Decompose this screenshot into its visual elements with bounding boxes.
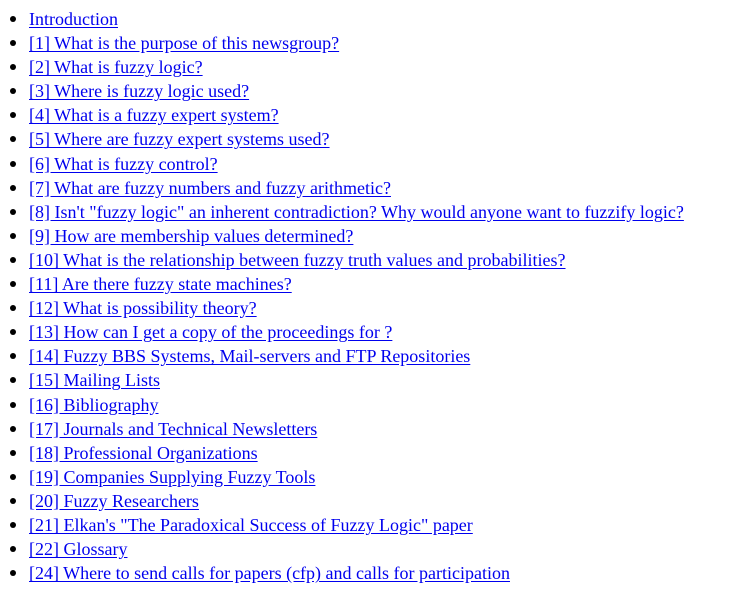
bullet-icon (10, 209, 16, 215)
bullet-icon (10, 40, 16, 46)
toc-link[interactable]: [3] Where is fuzzy logic used? (29, 81, 250, 102)
list-item (8, 320, 745, 344)
bullet-icon (10, 353, 16, 359)
toc-link[interactable]: [8] Isn't "fuzzy logic" an inherent contradiction? Why would anyone want to fuzzify logic? (29, 201, 684, 222)
bullet-icon (10, 402, 16, 408)
list-item (8, 537, 745, 561)
bullet-icon (10, 474, 16, 480)
list-item (8, 513, 745, 537)
bullet-icon (10, 426, 16, 432)
list-item (8, 224, 745, 248)
list-item (8, 176, 745, 200)
list-item (8, 344, 745, 368)
toc-link[interactable]: [6] What is fuzzy control? (29, 153, 218, 174)
bullet-icon (10, 546, 16, 552)
list-item (8, 103, 745, 127)
toc-link[interactable]: [16] Bibliography (29, 394, 159, 415)
toc-link[interactable]: [19] Companies Supplying Fuzzy Tools (29, 466, 316, 487)
toc-link[interactable]: [1] What is the purpose of this newsgroup? (29, 33, 340, 54)
list-item (8, 393, 745, 417)
bullet-icon (10, 570, 16, 576)
list-item (8, 272, 745, 296)
bullet-icon (10, 522, 16, 528)
bullet-icon (10, 281, 16, 287)
toc-link[interactable]: [14] Fuzzy BBS Systems, Mail-servers and FTP Repositories (29, 346, 471, 367)
list-item (8, 465, 745, 489)
list-item (8, 296, 745, 320)
toc-link[interactable]: Introduction (29, 9, 118, 29)
toc-link[interactable]: [18] Professional Organizations (29, 442, 258, 463)
bullet-icon (10, 498, 16, 504)
toc-link[interactable]: [11] Are there fuzzy state machines? (29, 274, 292, 295)
bullet-icon (10, 112, 16, 118)
bullet-icon (10, 329, 16, 335)
list-item (8, 31, 745, 55)
toc-link[interactable]: [22] Glossary (29, 539, 128, 560)
toc-link[interactable]: [21] Elkan's "The Paradoxical Success of Fuzzy Logic" paper (29, 514, 473, 535)
list-item (8, 55, 745, 79)
toc-link[interactable]: [10] What is the relationship between fuzzy truth values and probabilities? (29, 249, 566, 270)
bullet-icon (10, 377, 16, 383)
toc-link[interactable]: [24] Where to send calls for papers (cfp) and calls for participation (29, 563, 510, 584)
toc-link[interactable]: [9] How are membership values determined? (29, 225, 354, 246)
list-item (8, 127, 745, 151)
list-item (8, 152, 745, 176)
toc-link[interactable]: [20] Fuzzy Researchers (29, 490, 199, 511)
bullet-icon (10, 257, 16, 263)
list-item (8, 561, 745, 585)
bullet-icon (10, 161, 16, 167)
toc-link[interactable]: [17] Journals and Technical Newsletters (29, 418, 318, 439)
list-item (8, 79, 745, 103)
toc-link[interactable]: [13] How can I get a copy of the proceedings for ? (29, 322, 393, 343)
bullet-icon (10, 136, 16, 142)
bullet-icon (10, 185, 16, 191)
list-item (8, 417, 745, 441)
toc-link[interactable]: [7] What are fuzzy numbers and fuzzy arithmetic? (29, 177, 391, 198)
toc-link[interactable]: [4] What is a fuzzy expert system? (29, 105, 279, 126)
bullet-icon (10, 305, 16, 311)
bullet-icon (10, 450, 16, 456)
list-item (8, 248, 745, 272)
toc-link[interactable]: [5] Where are fuzzy expert systems used? (29, 129, 330, 150)
list-item (8, 368, 745, 392)
list-item (8, 7, 745, 31)
bullet-icon (10, 64, 16, 70)
toc-link[interactable]: [2] What is fuzzy logic? (29, 57, 203, 78)
bullet-icon (10, 233, 16, 239)
toc-link[interactable]: [15] Mailing Lists (29, 370, 160, 391)
list-item (8, 489, 745, 513)
bullet-icon (10, 88, 16, 94)
toc-link[interactable]: [12] What is possibility theory? (29, 298, 257, 319)
bullet-icon (10, 16, 16, 22)
list-item (8, 441, 745, 465)
list-item (8, 200, 745, 224)
